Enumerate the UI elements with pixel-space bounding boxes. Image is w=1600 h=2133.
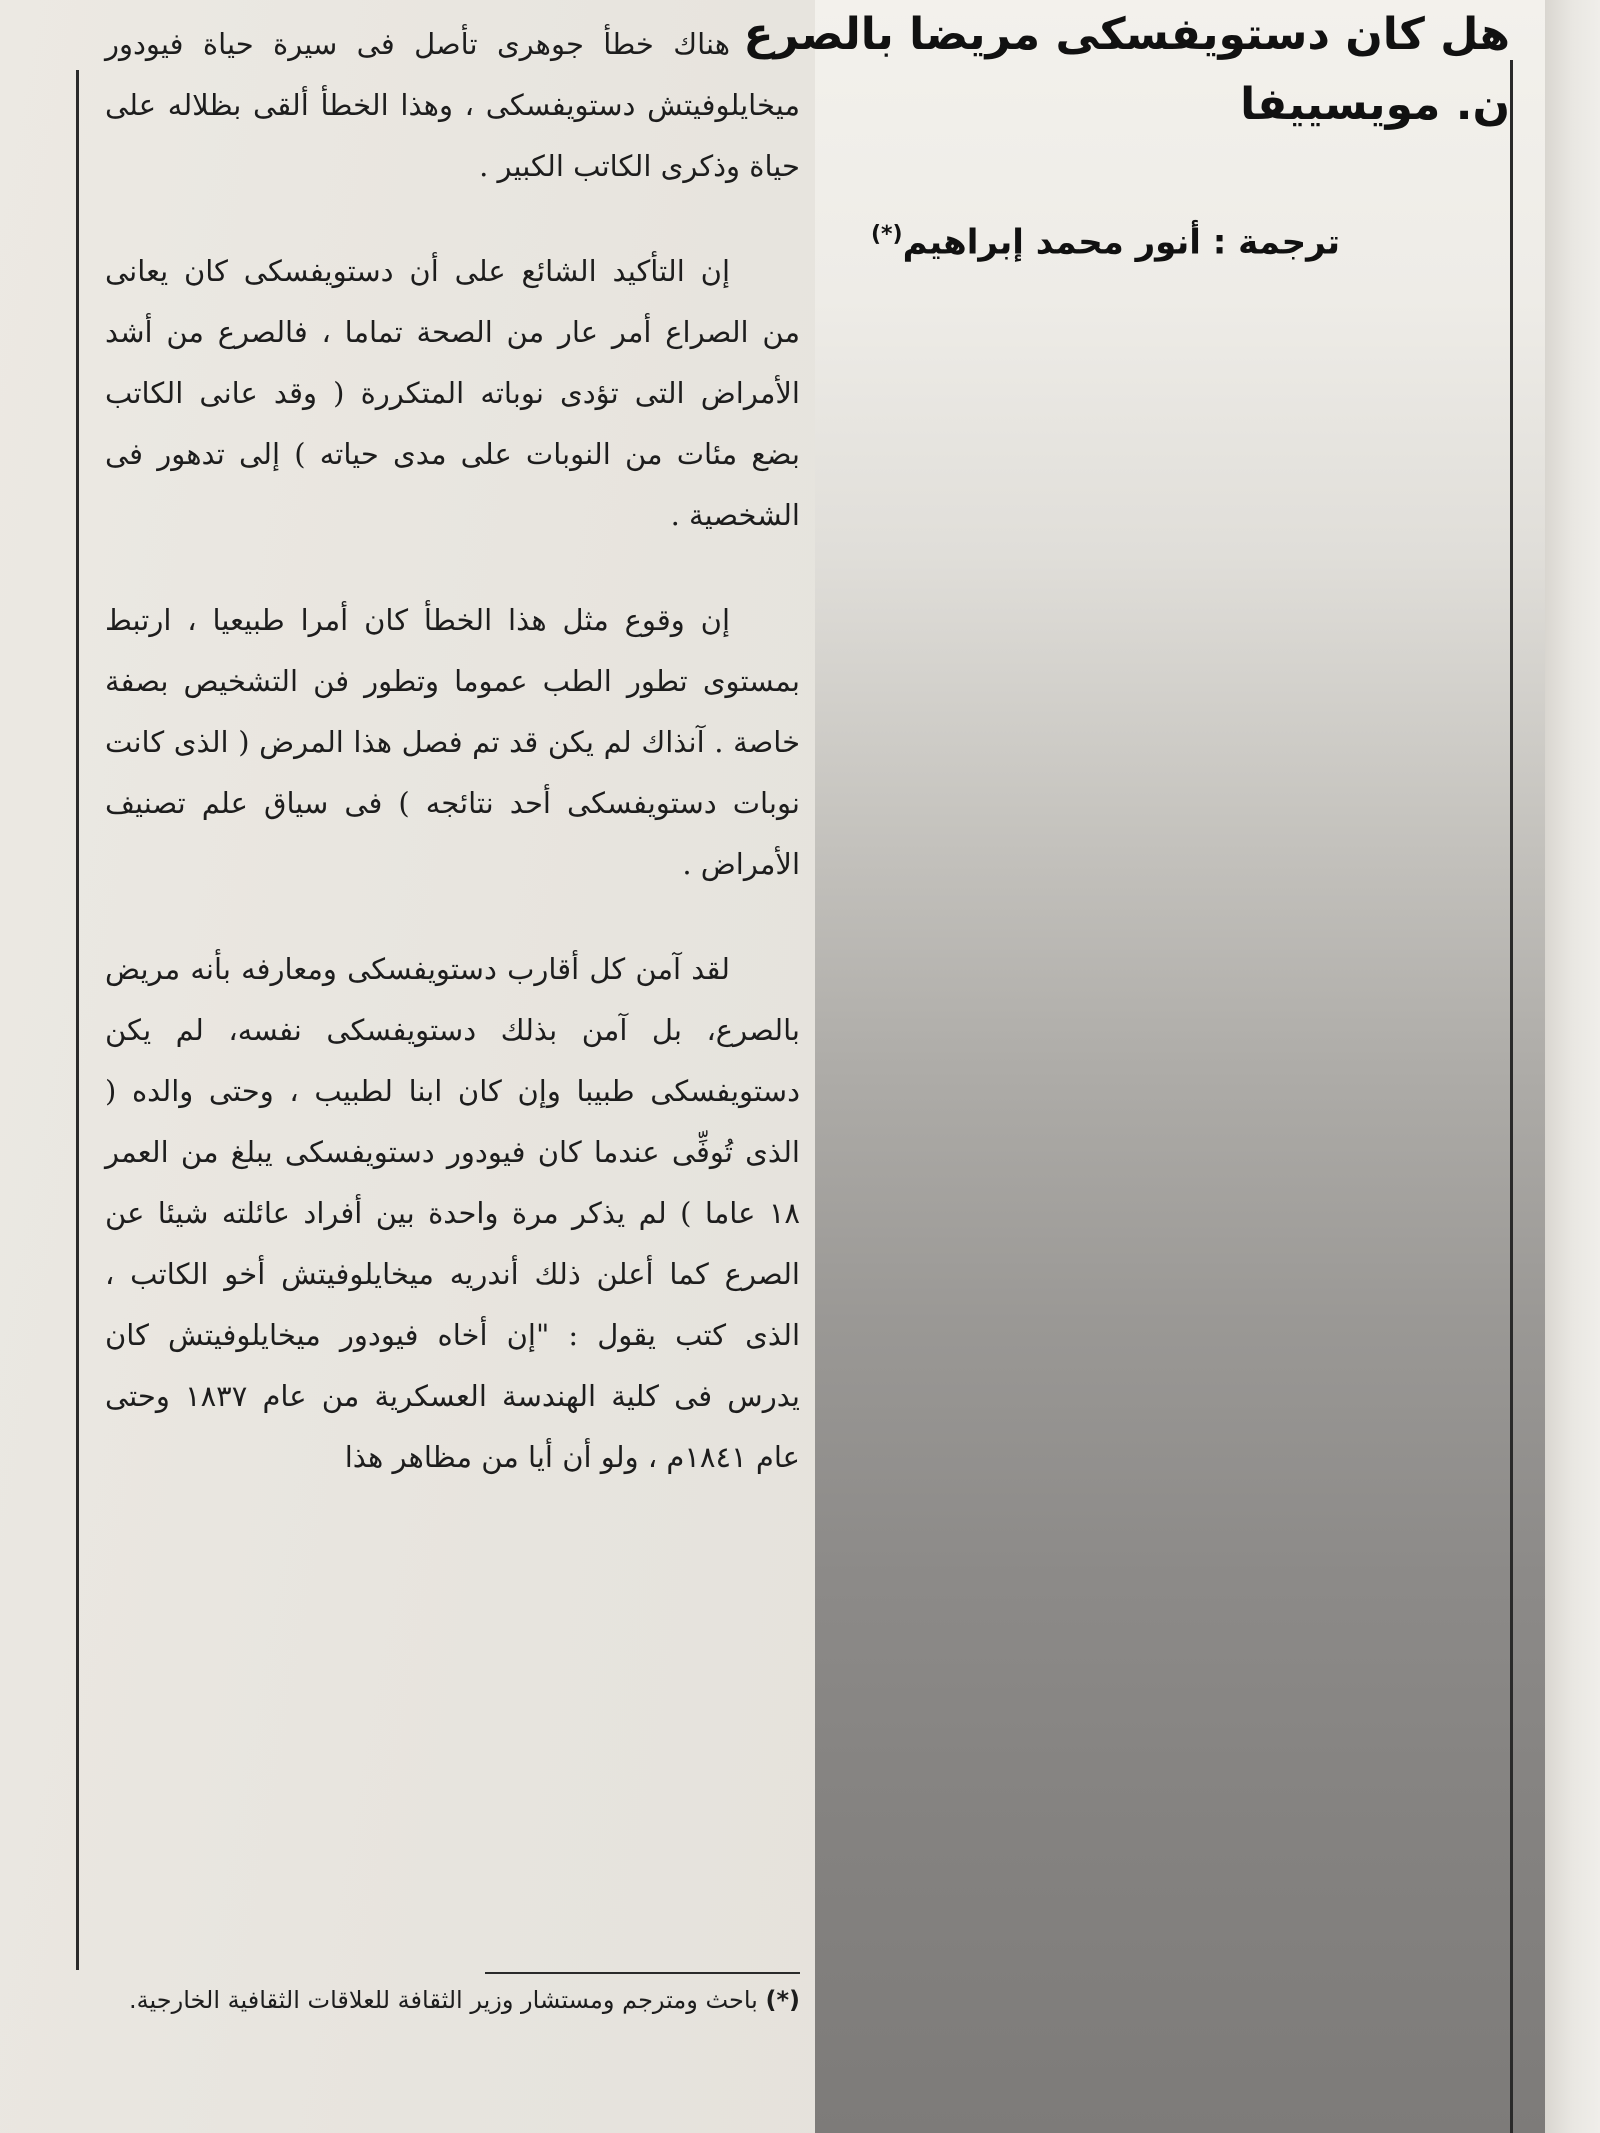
body-text-column: [105, 14, 800, 1532]
article-title-line-1: هل كان دستويفسكى مريضا بالصرع: [743, 9, 1510, 60]
paragraph-1: هناك خطأ جوهرى تأصل فى سيرة حياة فيودور ميخايلوفيتش دستويفسكى ، وهذا الخطأ ألقى بظلاله على حياة وذكرى الكاتب الكبير .: [105, 27, 800, 183]
translator-label: ترجمة : أنور محمد إبراهيم: [902, 222, 1340, 263]
footnote-mark: (*): [765, 1986, 800, 2014]
article-author: ن. مويسييفا: [1240, 79, 1510, 130]
left-frame-rule: [76, 70, 79, 1970]
right-frame-rule: [1510, 60, 1513, 2133]
gray-gradient-panel: [815, 0, 1545, 2133]
translator-credit: [780, 210, 1340, 267]
paragraph-2: إن التأكيد الشائع على أن دستويفسكى كان يعانى من الصراع أمر عار من الصحة تماما ، فالصرع من أشد الأمراض التى تؤدى نوباته المتكررة ( وقد عانى الكاتب بضع مئات من النوبات على مدى حياته ) إلى تدهور فى الشخصية .: [105, 254, 800, 532]
translator-footnote-mark: (*): [870, 222, 903, 247]
page-edge: [1545, 0, 1600, 2133]
footnote: [100, 1976, 800, 2024]
footnote-text: باحث ومترجم ومستشار وزير الثقافة للعلاقات الثقافية الخارجية.: [129, 1986, 758, 2014]
article-title: [743, 0, 1510, 140]
paragraph-4: لقد آمن كل أقارب دستويفسكى ومعارفه بأنه مريض بالصرع، بل آمن بذلك دستويفسكى نفسه، لم يكن دستويفسكى طبيبا وإن كان ابنا لطبيب ، وحتى والده ( الذى تُوفِّى عندما كان فيودور دستويفسكى يبلغ من العمر ١٨ عاما ) لم يذكر مرة واحدة بين أفراد عائلته شيئا عن الصرع كما أعلن ذلك أندريه ميخايلوفيتش أخو الكاتب ، الذى كتب يقول : "إن أخاه فيودور ميخايلوفيتش كان يدرس فى كلية الهندسة العسكرية من عام ١٨٣٧ وحتى عام ١٨٤١م ، ولو أن أيا من مظاهر هذا: [105, 952, 801, 1474]
paragraph-3: إن وقوع مثل هذا الخطأ كان أمرا طبيعيا ، ارتبط بمستوى تطور الطب عموما وتطور فن التشخيص بصفة خاصة . آنذاك لم يكن قد تم فصل هذا المرض ( الذى كانت نوبات دستويفسكى أحد نتائجه ) فى سياق علم تصنيف الأمراض .: [105, 603, 800, 881]
footnote-separator: [485, 1972, 800, 1974]
